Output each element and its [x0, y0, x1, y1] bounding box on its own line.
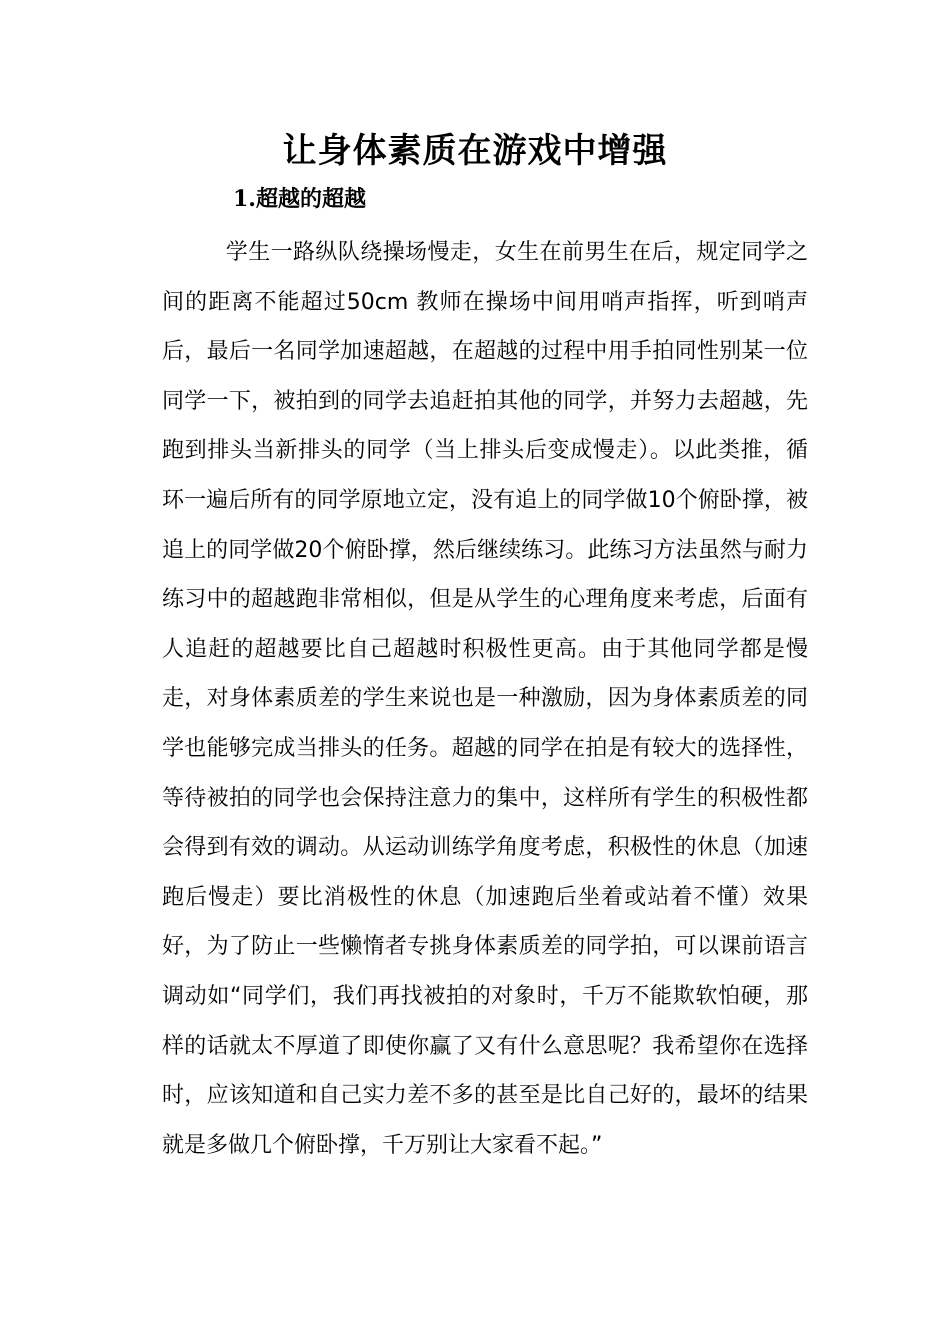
- body-paragraph: 学生一路纵队绕操场慢走，女生在前男生在后，规定同学之间的距离不能超过50cm 教师在操场中间用哨声指挥，听到哨声后，最后一名同学加速超越，在超越的过程中用手拍同性别某一位同学一下，被拍到的同学去追赶拍其他的同学，并努力去超越，先跑到排头当新排头的同学（当上排头后变成慢走）。以此类推，循环一遍后所有的同学原地立定，没有追上的同学做10个俯卧撑，被追上的同学做20个俯卧撑，然后继续练习。此练习方法虽然与耐力练习中的超越跑非常相似，但是从学生的心理角度来考虑，后面有人追赶的超越要比自己超越时积极性更高。由于其他同学都是慢走，对身体素质差的学生来说也是一种激励，因为身体素质差的同学也能够完成当排头的任务。超越的同学在拍是有较大的选择性，等待被拍的同学也会保持注意力的集中，这样所有学生的积极性都会得到有效的调动。从运动训练学角度考虑，积极性的休息（加速跑后慢走）要比消极性的休息（加速跑后坐着或站着不懂）效果好，为了防止一些懒惰者专挑身体素质差的同学拍，可以课前语言调动如“同学们，我们再找被拍的对象时，千万不能欺软怕硬，那样的话就太不厚道了即使你赢了又有什么意思呢？我希望你在选择时，应该知道和自己实力差不多的甚至是比自己好的，最坏的结果就是多做几个俯卧撑，千万别让大家看不起。”: [162, 240, 808, 1158]
- document-title: 让身体素质在游戏中增强: [282, 131, 668, 171]
- section-heading: 1.超越的超越: [233, 186, 366, 212]
